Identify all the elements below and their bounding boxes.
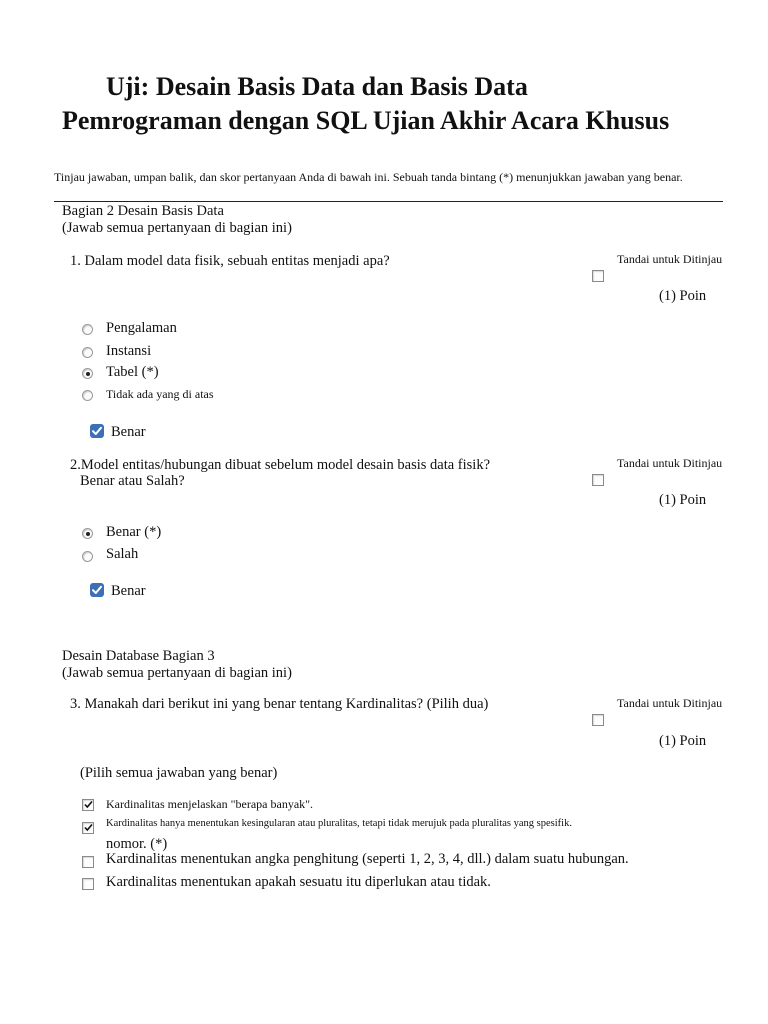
- question-1-text: 1. Dalam model data fisik, sebuah entitas menjadi apa?: [70, 253, 390, 269]
- q1-result-label: Benar: [111, 424, 146, 440]
- q3-option-2-continuation: nomor. (*): [106, 836, 168, 852]
- question-1-mark-label: Tandai untuk Ditinjau: [617, 252, 723, 266]
- question-3-mark-checkbox[interactable]: [592, 714, 604, 726]
- q1-option-1-radio[interactable]: [82, 324, 93, 335]
- q1-option-2-label: Instansi: [106, 343, 152, 359]
- section-2-subheading: (Jawab semua pertanyaan di bagian ini): [62, 220, 292, 236]
- q2-result-label: Benar: [111, 583, 146, 599]
- question-2-mark-label: Tandai untuk Ditinjau: [617, 456, 723, 470]
- section-3-subheading: (Jawab semua pertanyaan di bagian ini): [62, 665, 292, 681]
- question-3-mark-label: Tandai untuk Ditinjau: [617, 696, 723, 710]
- q1-option-2-radio[interactable]: [82, 347, 93, 358]
- q3-option-3-checkbox[interactable]: [82, 856, 94, 868]
- q1-option-1-label: Pengalaman: [106, 320, 177, 336]
- section-3-heading: Desain Database Bagian 3: [62, 648, 215, 664]
- question-3-points: (1) Poin: [659, 733, 707, 749]
- question-3-instruction: (Pilih semua jawaban yang benar): [80, 765, 278, 781]
- divider: [54, 201, 723, 202]
- q3-option-4-label: Kardinalitas menentukan apakah sesuatu itu diperlukan atau tidak.: [106, 874, 491, 890]
- instructions-text: Tinjau jawaban, umpan balik, dan skor pertanyaan Anda di bawah ini. Sebuah tanda bintang (*) menunjukkan jawaban yang benar.: [54, 170, 683, 184]
- q3-option-2-label: Kardinalitas hanya menentukan kesingularan atau pluralitas, tetapi tidak merujuk pada pluralitas yang spesifik.: [106, 818, 572, 829]
- question-2-text: 2.Model entitas/hubungan dibuat sebelum model desain basis data fisik?: [70, 457, 491, 473]
- q3-option-4-checkbox[interactable]: [82, 878, 94, 890]
- q2-option-2-label: Salah: [106, 546, 139, 562]
- q2-correct-check-icon: [90, 583, 104, 597]
- q3-option-3-label: Kardinalitas menentukan angka penghitung (seperti 1, 2, 3, 4, dll.) dalam suatu hubungan.: [106, 851, 629, 867]
- q1-option-3-radio[interactable]: [82, 368, 93, 379]
- q1-option-4-radio[interactable]: [82, 390, 93, 401]
- question-1-points: (1) Poin: [659, 288, 707, 304]
- q2-option-1-radio[interactable]: [82, 528, 93, 539]
- page-title-line2: Pemrograman dengan SQL Ujian Akhir Acara Khusus: [62, 106, 670, 135]
- q2-option-2-radio[interactable]: [82, 551, 93, 562]
- question-1-mark-checkbox[interactable]: [592, 270, 604, 282]
- q3-option-1-checkbox[interactable]: [82, 799, 94, 811]
- q2-option-1-label: Benar (*): [106, 524, 162, 540]
- q1-correct-check-icon: [90, 424, 104, 438]
- page-title-line1: Uji: Desain Basis Data dan Basis Data: [106, 72, 528, 101]
- q1-option-3-label: Tabel (*): [106, 364, 159, 380]
- q3-option-1-label: Kardinalitas menjelaskan "berapa banyak".: [106, 797, 314, 811]
- q1-option-4-label: Tidak ada yang di atas: [106, 387, 214, 401]
- section-2-heading: Bagian 2 Desain Basis Data: [62, 203, 224, 219]
- question-2-mark-checkbox[interactable]: [592, 474, 604, 486]
- q3-option-2-checkbox[interactable]: [82, 822, 94, 834]
- question-2-subtext: Benar atau Salah?: [80, 473, 185, 489]
- question-2-points: (1) Poin: [659, 492, 707, 508]
- question-3-text: 3. Manakah dari berikut ini yang benar tentang Kardinalitas? (Pilih dua): [70, 696, 489, 712]
